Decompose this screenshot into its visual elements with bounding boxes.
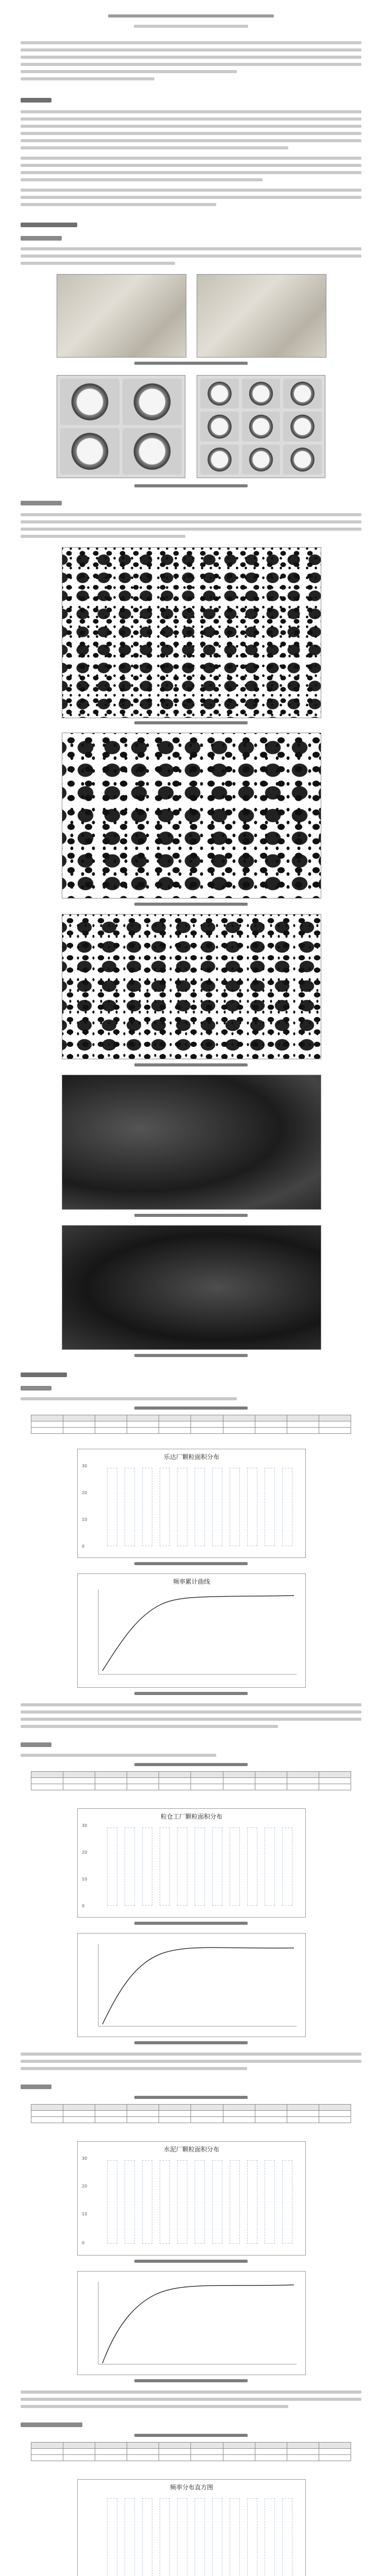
y-tick-label: 30 (82, 1464, 88, 1468)
table-4 (31, 2442, 351, 2461)
histogram-bin (177, 2498, 187, 2576)
histogram-bin (107, 2498, 117, 2576)
section-heading-2 (21, 223, 77, 227)
figure-4-caption (0, 903, 382, 906)
histogram-chart-1-title: 乐达厂颗粒面积分布 (163, 1453, 219, 1461)
subsection-heading-3-3 (21, 2084, 51, 2089)
y-tick-label: 0 (82, 2241, 85, 2245)
histogram-bin (142, 1468, 152, 1546)
histogram-bin (107, 2160, 117, 2244)
figure-7-caption (0, 1354, 382, 1358)
histogram-bin (230, 2498, 240, 2576)
cumulative-chart-1-title: 频率累计曲线 (172, 1578, 210, 1585)
histogram-bin (247, 2498, 257, 2576)
histogram-bin (230, 2160, 240, 2244)
cumulative-chart-2 (77, 1933, 306, 2037)
y-tick-label: 10 (82, 1877, 88, 1882)
figure-12-caption (0, 2260, 382, 2263)
cumulative-curve-2 (78, 1934, 305, 2037)
histogram-bin (212, 1468, 222, 1546)
author-line (108, 14, 274, 18)
subsection-heading-3-4 (21, 2422, 82, 2427)
histogram-bin (107, 1827, 117, 1906)
histogram-bin (212, 2498, 222, 2576)
y-tick-label: 0 (82, 1544, 85, 1549)
table-2-caption (0, 1763, 382, 1767)
histogram-bin (247, 1468, 257, 1546)
histogram-bin (125, 2498, 135, 2576)
histogram-bin (265, 1827, 275, 1906)
histogram-bin (177, 2160, 187, 2244)
figure-9-caption (0, 1692, 382, 1696)
subsection-heading-3-2 (21, 1742, 51, 1747)
histogram-chart-3 (77, 2141, 306, 2256)
histogram-bin (195, 1468, 205, 1546)
figure-8-caption (0, 1562, 382, 1566)
figure-10-caption (0, 1922, 382, 1925)
y-tick-label: 0 (82, 1904, 85, 1908)
binary-particle-image-2 (62, 733, 321, 899)
table-2-intro (21, 1754, 216, 1757)
histogram-bin (195, 2160, 205, 2244)
figure-6-caption (0, 1214, 382, 1217)
histogram-bin (265, 2498, 275, 2576)
histogram-bin (160, 2498, 170, 2576)
histogram-bin (160, 1827, 170, 1906)
petri-dish-photo-left (57, 375, 185, 478)
y-tick-label: 20 (82, 2184, 88, 2189)
y-tick-label: 10 (82, 1517, 88, 1522)
binary-particle-image-3 (62, 914, 321, 1059)
table-1-intro (21, 1397, 237, 1400)
table-3 (31, 2104, 351, 2123)
histogram-bin (212, 2160, 222, 2244)
histogram-bin (142, 1827, 152, 1906)
histogram-bin (195, 2498, 205, 2576)
table-1 (31, 1415, 351, 1434)
histogram-bin (282, 2498, 292, 2576)
cumulative-chart-3 (77, 2271, 306, 2375)
figure-13-caption (0, 2379, 382, 2383)
histogram-chart-2-title: 粒仓工厂颗粒面积分布 (160, 1813, 222, 1820)
histogram-bin (125, 2160, 135, 2244)
subsection-heading-2-2 (21, 501, 62, 505)
table-3-caption (0, 2096, 382, 2099)
figure-1-caption (0, 362, 382, 365)
section-heading-1 (21, 98, 51, 103)
figure-11-caption (0, 2041, 382, 2045)
histogram-bin (125, 1468, 135, 1546)
histogram-bin (125, 1827, 135, 1906)
petri-dish-photo-right (197, 375, 325, 478)
table-1-caption (0, 1406, 382, 1410)
subsection-heading-2-1 (21, 236, 62, 241)
cumulative-curve-3 (78, 2272, 305, 2375)
figure-5-caption (0, 1063, 382, 1067)
histogram-bin (282, 1468, 292, 1546)
figure-2-caption (0, 484, 382, 488)
figure-3-caption (0, 721, 382, 725)
table-4-caption (0, 2434, 382, 2437)
cumulative-line (102, 2285, 294, 2363)
histogram-bin (177, 1468, 187, 1546)
histogram-bin (142, 2160, 152, 2244)
fabric-photo-right (197, 274, 326, 358)
cumulative-line (102, 1596, 294, 1671)
histogram-bin (107, 1468, 117, 1546)
histogram-chart-3-title: 水泥厂颗粒面积分布 (163, 2146, 219, 2153)
histogram-bin (160, 2160, 170, 2244)
cumulative-chart-1 (77, 1573, 306, 1688)
histogram-chart-2 (77, 1808, 306, 1918)
histogram-bin (282, 1827, 292, 1906)
histogram-bin (247, 2160, 257, 2244)
histogram-bin (195, 1827, 205, 1906)
micrograph-image-1 (62, 1075, 321, 1210)
histogram-bin (212, 1827, 222, 1906)
histogram-chart-4-title: 频率分布直方图 (169, 2484, 213, 2491)
histogram-bin (230, 1827, 240, 1906)
histogram-bin (247, 1827, 257, 1906)
y-tick-label: 10 (82, 2212, 88, 2216)
subsection-heading-3-1 (21, 1386, 51, 1391)
cumulative-line (102, 1947, 294, 2024)
histogram-chart-1 (77, 1449, 306, 1558)
binary-particle-image-1 (62, 547, 321, 718)
histogram-bin (160, 1468, 170, 1546)
histogram-chart-4 (77, 2479, 306, 2576)
fabric-photo-left (57, 274, 186, 358)
section-heading-3 (21, 1372, 67, 1377)
affiliation-line (134, 25, 248, 28)
y-tick-label: 20 (82, 1850, 88, 1855)
y-tick-label: 30 (82, 2156, 88, 2161)
cumulative-curve-1 (78, 1574, 305, 1687)
y-tick-label: 30 (82, 1823, 88, 1828)
histogram-bin (142, 2498, 152, 2576)
histogram-bin (265, 1468, 275, 1546)
histogram-bin (177, 1827, 187, 1906)
y-tick-label: 20 (82, 1490, 88, 1495)
histogram-bin (282, 2160, 292, 2244)
micrograph-image-2 (62, 1225, 321, 1350)
histogram-bin (230, 1468, 240, 1546)
histogram-bin (265, 2160, 275, 2244)
table-2 (31, 1771, 351, 1790)
